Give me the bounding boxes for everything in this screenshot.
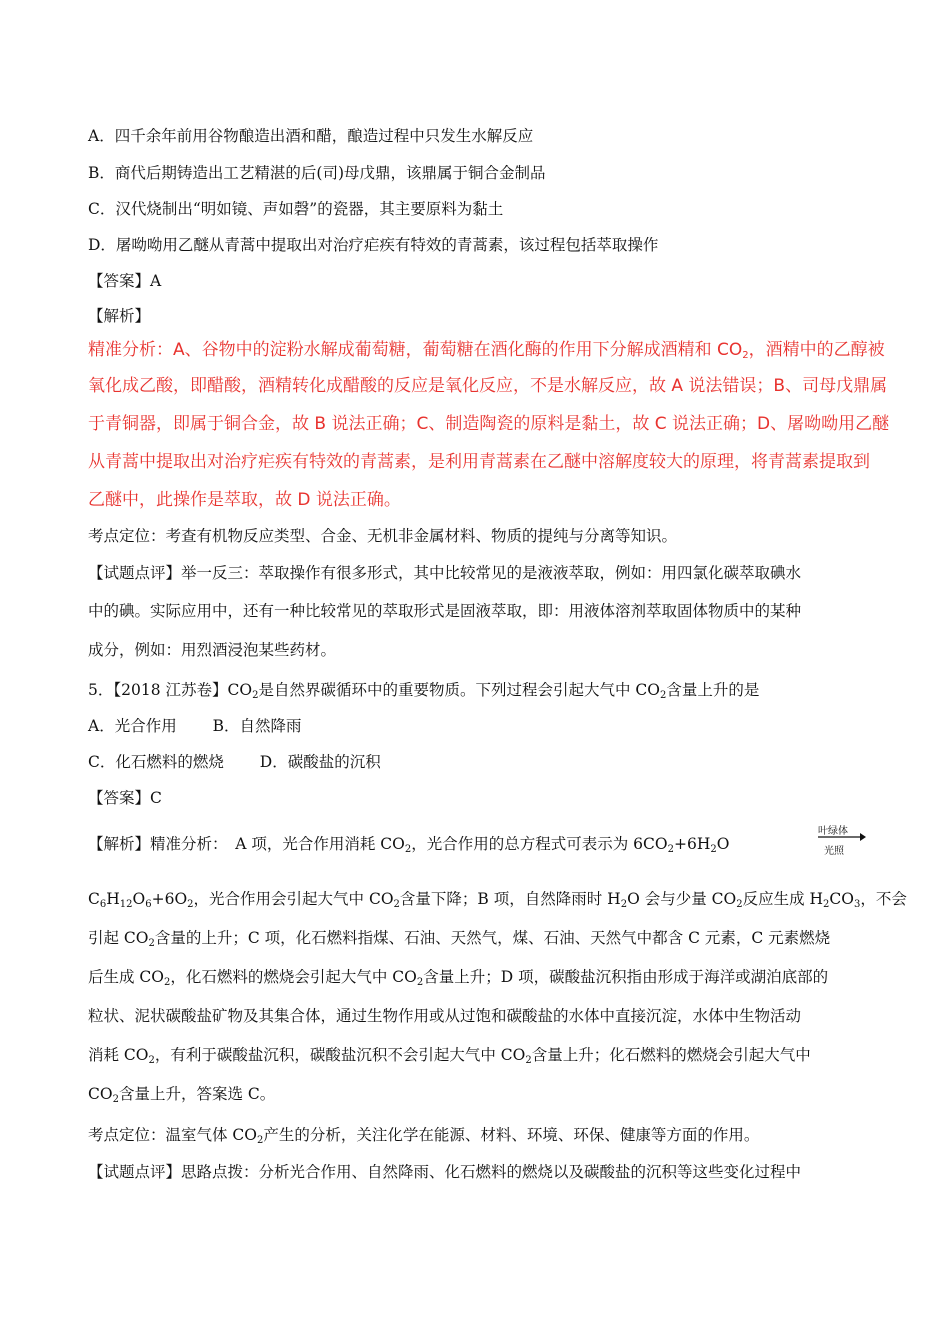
analysis-5-line-7: $CO_2$含量上升，答案选 C。 [88, 1085, 276, 1105]
reaction-arrow [818, 822, 866, 856]
analysis-5-line-4: 后生成 $CO_2$，化石燃料的燃烧会引起大气中 $CO_2$含量上升；D 项，碳酸盐沉积指由形成于海洋或湖泊底部的 [88, 968, 829, 988]
red-analysis-line-2: 氧化成乙酸，即醋酸，酒精转化成醋酸的反应是氧化反应，不是水解反应，故 A 说法错误；B、司母戊鼎属 [88, 376, 888, 396]
option-d: D．屠呦呦用乙醚从青蒿中提取出对治疗疟疾有特效的青蒿素，该过程包括萃取操作 [88, 236, 659, 254]
red-analysis-line-3: 于青铜器，即属于铜合金，故 B 说法正确；C、制造陶瓷的原料是黏土，故 C 说法正确；D、屠呦呦用乙醚 [88, 414, 890, 434]
red-analysis-line-5: 乙醚中，此操作是萃取，故 D 说法正确。 [88, 490, 401, 510]
options-cd: C．化石燃料的燃烧 D．碳酸盐的沉积 [88, 753, 381, 771]
arrow-label-bottom: 光照 [824, 846, 844, 857]
arrow-label-top: 叶绿体 [818, 826, 848, 837]
red-analysis-line-4: 从青蒿中提取出对治疗疟疾有特效的青蒿素，是利用青蒿素在乙醚中溶解度较大的原理，将青蒿素提取到 [88, 452, 870, 472]
kaodian-text: 考点定位：考查有机物反应类型、合金、无机非金属材料、物质的提纯与分离等知识。 [88, 527, 678, 545]
analysis-5-line-2: $C_6H_{12}O_6+6O_2$，光合作用会引起大气中 $CO_2$含量下降；B 项，自然降雨时 $H_2O$ 会与少量 $CO_2$反应生成 $H_2CO_3$，不会 [88, 890, 907, 910]
analysis-5-line-5: 粒状、泥状碳酸盐矿物及其集合体，通过生物作用或从过饱和碳酸盐的水体中直接沉淀，水体中生物活动 [88, 1007, 802, 1025]
option-c: C．汉代烧制出“明如镜、声如磬”的瓷器，其主要原料为黏土 [88, 200, 504, 218]
red-analysis-line-1: 精准分析：A、谷物中的淀粉水解成葡萄糖，葡萄糖在酒化酶的作用下分解成酒精和 $CO_2$，酒精中的乙醇被 [88, 340, 885, 361]
option-b: B．商代后期铸造出工艺精湛的后(司)母戊鼎，该鼎属于铜合金制品 [88, 164, 546, 182]
analysis-5-line-3: 引起 $CO_2$含量的上升；C 项，化石燃料指煤、石油、天然气，煤、石油、天然气中都含 C 元素，C 元素燃烧 [88, 929, 831, 949]
analysis-5-line-6: 消耗 $CO_2$，有利于碳酸盐沉积，碳酸盐沉积不会引起大气中 $CO_2$含量上升；化石燃料的燃烧会引起大气中 [88, 1046, 811, 1066]
answer-label-5: 【答案】C [88, 789, 162, 807]
analysis-5-line-1: 【解析】精准分析： A 项，光合作用消耗 $CO_2$，光合作用的总方程式可表示为 $6CO_2+6H_2O$ [88, 835, 730, 855]
option-a: A．四千余年前用谷物酿造出酒和醋，酿造过程中只发生水解反应 [88, 127, 534, 145]
analysis-label: 【解析】 [88, 307, 151, 325]
kaodian-5: 考点定位：温室气体 $CO_2$产生的分析，关注化学在能源、材料、环境、环保、健康等方面的作用。 [88, 1126, 760, 1146]
pingping-line-3: 成分，例如：用烈酒浸泡某些药材。 [88, 641, 337, 659]
arrow-icon [818, 833, 866, 841]
question-5-stem: 5．【2018 江苏卷】$CO_2$是自然界碳循环中的重要物质。下列过程会引起大气中 $CO_2$含量上升的是 [88, 681, 760, 701]
answer-label: 【答案】A [88, 272, 162, 290]
pingping-line-2: 中的碘。实际应用中，还有一种比较常见的萃取形式是固液萃取，即：用液体溶剂萃取固体物质中的某种 [88, 602, 802, 620]
pingping-line-1: 【试题点评】举一反三：萃取操作有很多形式，其中比较常见的是液液萃取，例如：用四氯化碳萃取碘水 [88, 564, 802, 582]
pingping-5: 【试题点评】思路点拨：分析光合作用、自然降雨、化石燃料的燃烧以及碳酸盐的沉积等这些变化过程中 [88, 1163, 802, 1181]
options-ab: A．光合作用 B．自然降雨 [88, 717, 302, 735]
